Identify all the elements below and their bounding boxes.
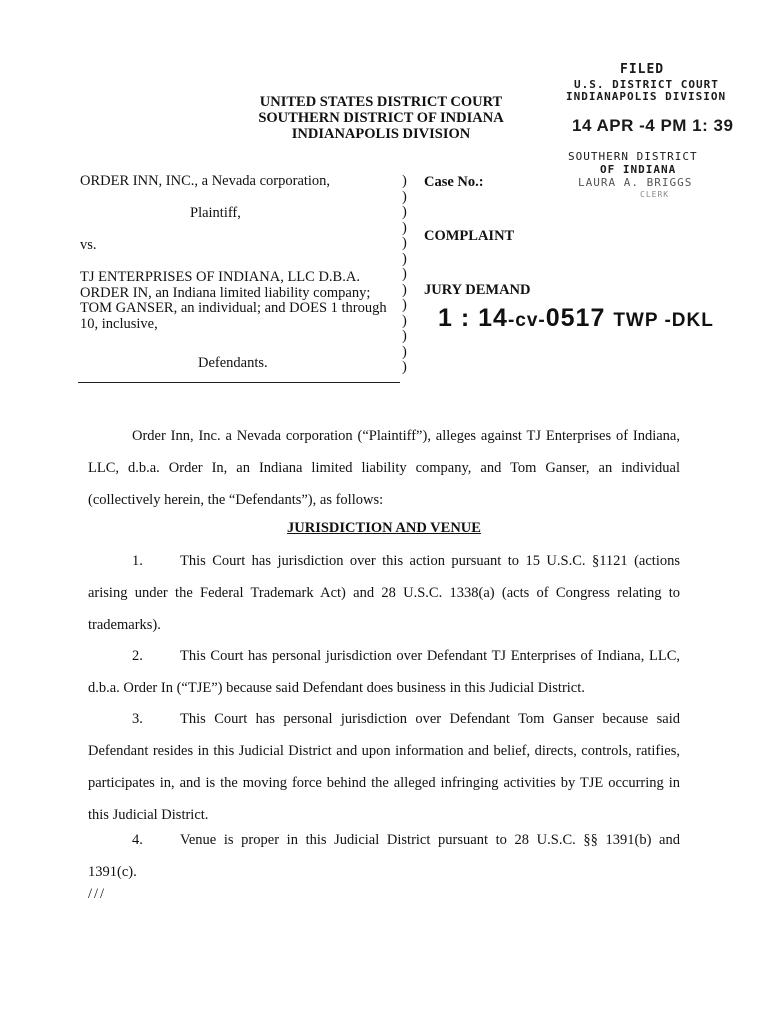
- stamp-division: INDIANAPOLIS DIVISION: [566, 90, 727, 103]
- stamp-court: U.S. DISTRICT COURT: [574, 78, 719, 91]
- stamp-of-indiana: OF INDIANA: [600, 163, 677, 176]
- paragraph-3: [88, 703, 680, 831]
- paragraph-number: 3.: [132, 711, 143, 727]
- caption-defendants-label: Defendants.: [198, 355, 268, 371]
- court-header: [220, 94, 542, 142]
- case-number-cv: -cv-: [507, 310, 546, 331]
- paragraph-text: This Court has personal jurisdiction over Defendant TJ Enterprises of Indiana, LLC, d.b.a. Order In (“TJE”) because said Defendant does business in this Judicial District.: [88, 648, 680, 696]
- caption-vs: vs.: [80, 237, 97, 253]
- case-number-stamp: [438, 304, 714, 333]
- caption-defendants-block: TJ ENTERPRISES OF INDIANA, LLC D.B.A. ORDER IN, an Indiana limited liability company; TOM GANSER, an individual; and DOES 1 through 10, inclusive,: [80, 269, 387, 332]
- caption-parentheses: ) ) ) ) ) ) ) ) ) ) ) ) ): [402, 173, 407, 375]
- court-name: UNITED STATES DISTRICT COURT: [259, 94, 503, 110]
- caption-plaintiff-name: ORDER INN, INC., a Nevada corporation,: [80, 173, 331, 189]
- paragraph-text: This Court has jurisdiction over this action pursuant to 15 U.S.C. §1121 (actions arising under the Federal Trademark Act) and 28 U.S.C. 1338(a) (acts of Congress relating to trademarks).: [88, 553, 680, 633]
- continuation-mark: ///: [88, 886, 107, 902]
- court-district: SOUTHERN DISTRICT OF INDIANA: [258, 110, 504, 126]
- paragraph-number: 2.: [132, 648, 143, 664]
- paragraph-4: [88, 824, 680, 888]
- caption-divider: [78, 382, 400, 383]
- paragraph-text: This Court has personal jurisdiction over Defendant Tom Ganser because said Defendant resides in this Judicial District and upon information and belief, directs, controls, ratifies, participates in, and is the moving force behind the alleged infringing activities by TJE occurring in this Judicial District.: [88, 711, 680, 823]
- court-division: INDIANAPOLIS DIVISION: [291, 126, 471, 142]
- paragraph-1: [88, 545, 680, 641]
- complaint-label: COMPLAINT: [424, 228, 515, 244]
- paragraph-2: [88, 640, 680, 704]
- stamp-clerk: LAURA A. BRIGGS: [578, 176, 693, 189]
- stamp-date: 14 APR -4 PM 1: 39: [572, 116, 734, 135]
- caption-plaintiff-label: Plaintiff,: [190, 205, 241, 221]
- paragraph-text: Venue is proper in this Judicial District pursuant to 28 U.S.C. §§ 1391(b) and 1391(c).: [88, 832, 680, 880]
- section-heading: JURISDICTION AND VENUE: [287, 520, 481, 536]
- stamp-filed: FILED: [620, 62, 665, 77]
- paragraph-number: 1.: [132, 553, 143, 569]
- stamp-clerk-title: CLERK: [640, 190, 670, 199]
- case-number-suffix: TWP -DKL: [613, 310, 714, 331]
- case-number-num: 0517: [545, 304, 606, 332]
- stamp-southern: SOUTHERN DISTRICT: [568, 150, 698, 163]
- jury-demand-label: JURY DEMAND: [424, 282, 531, 298]
- case-number-main: 1 : 14: [438, 304, 508, 332]
- paragraph-number: 4.: [132, 832, 143, 848]
- case-no-label: Case No.:: [424, 174, 484, 190]
- intro-paragraph: Order Inn, Inc. a Nevada corporation (“Plaintiff”), alleges against TJ Enterprises of Indiana, LLC, d.b.a. Order In, an Indiana limited liability company, and Tom Ganser, an individual (collectively herein, the “Defendants”), as follows:: [88, 428, 680, 508]
